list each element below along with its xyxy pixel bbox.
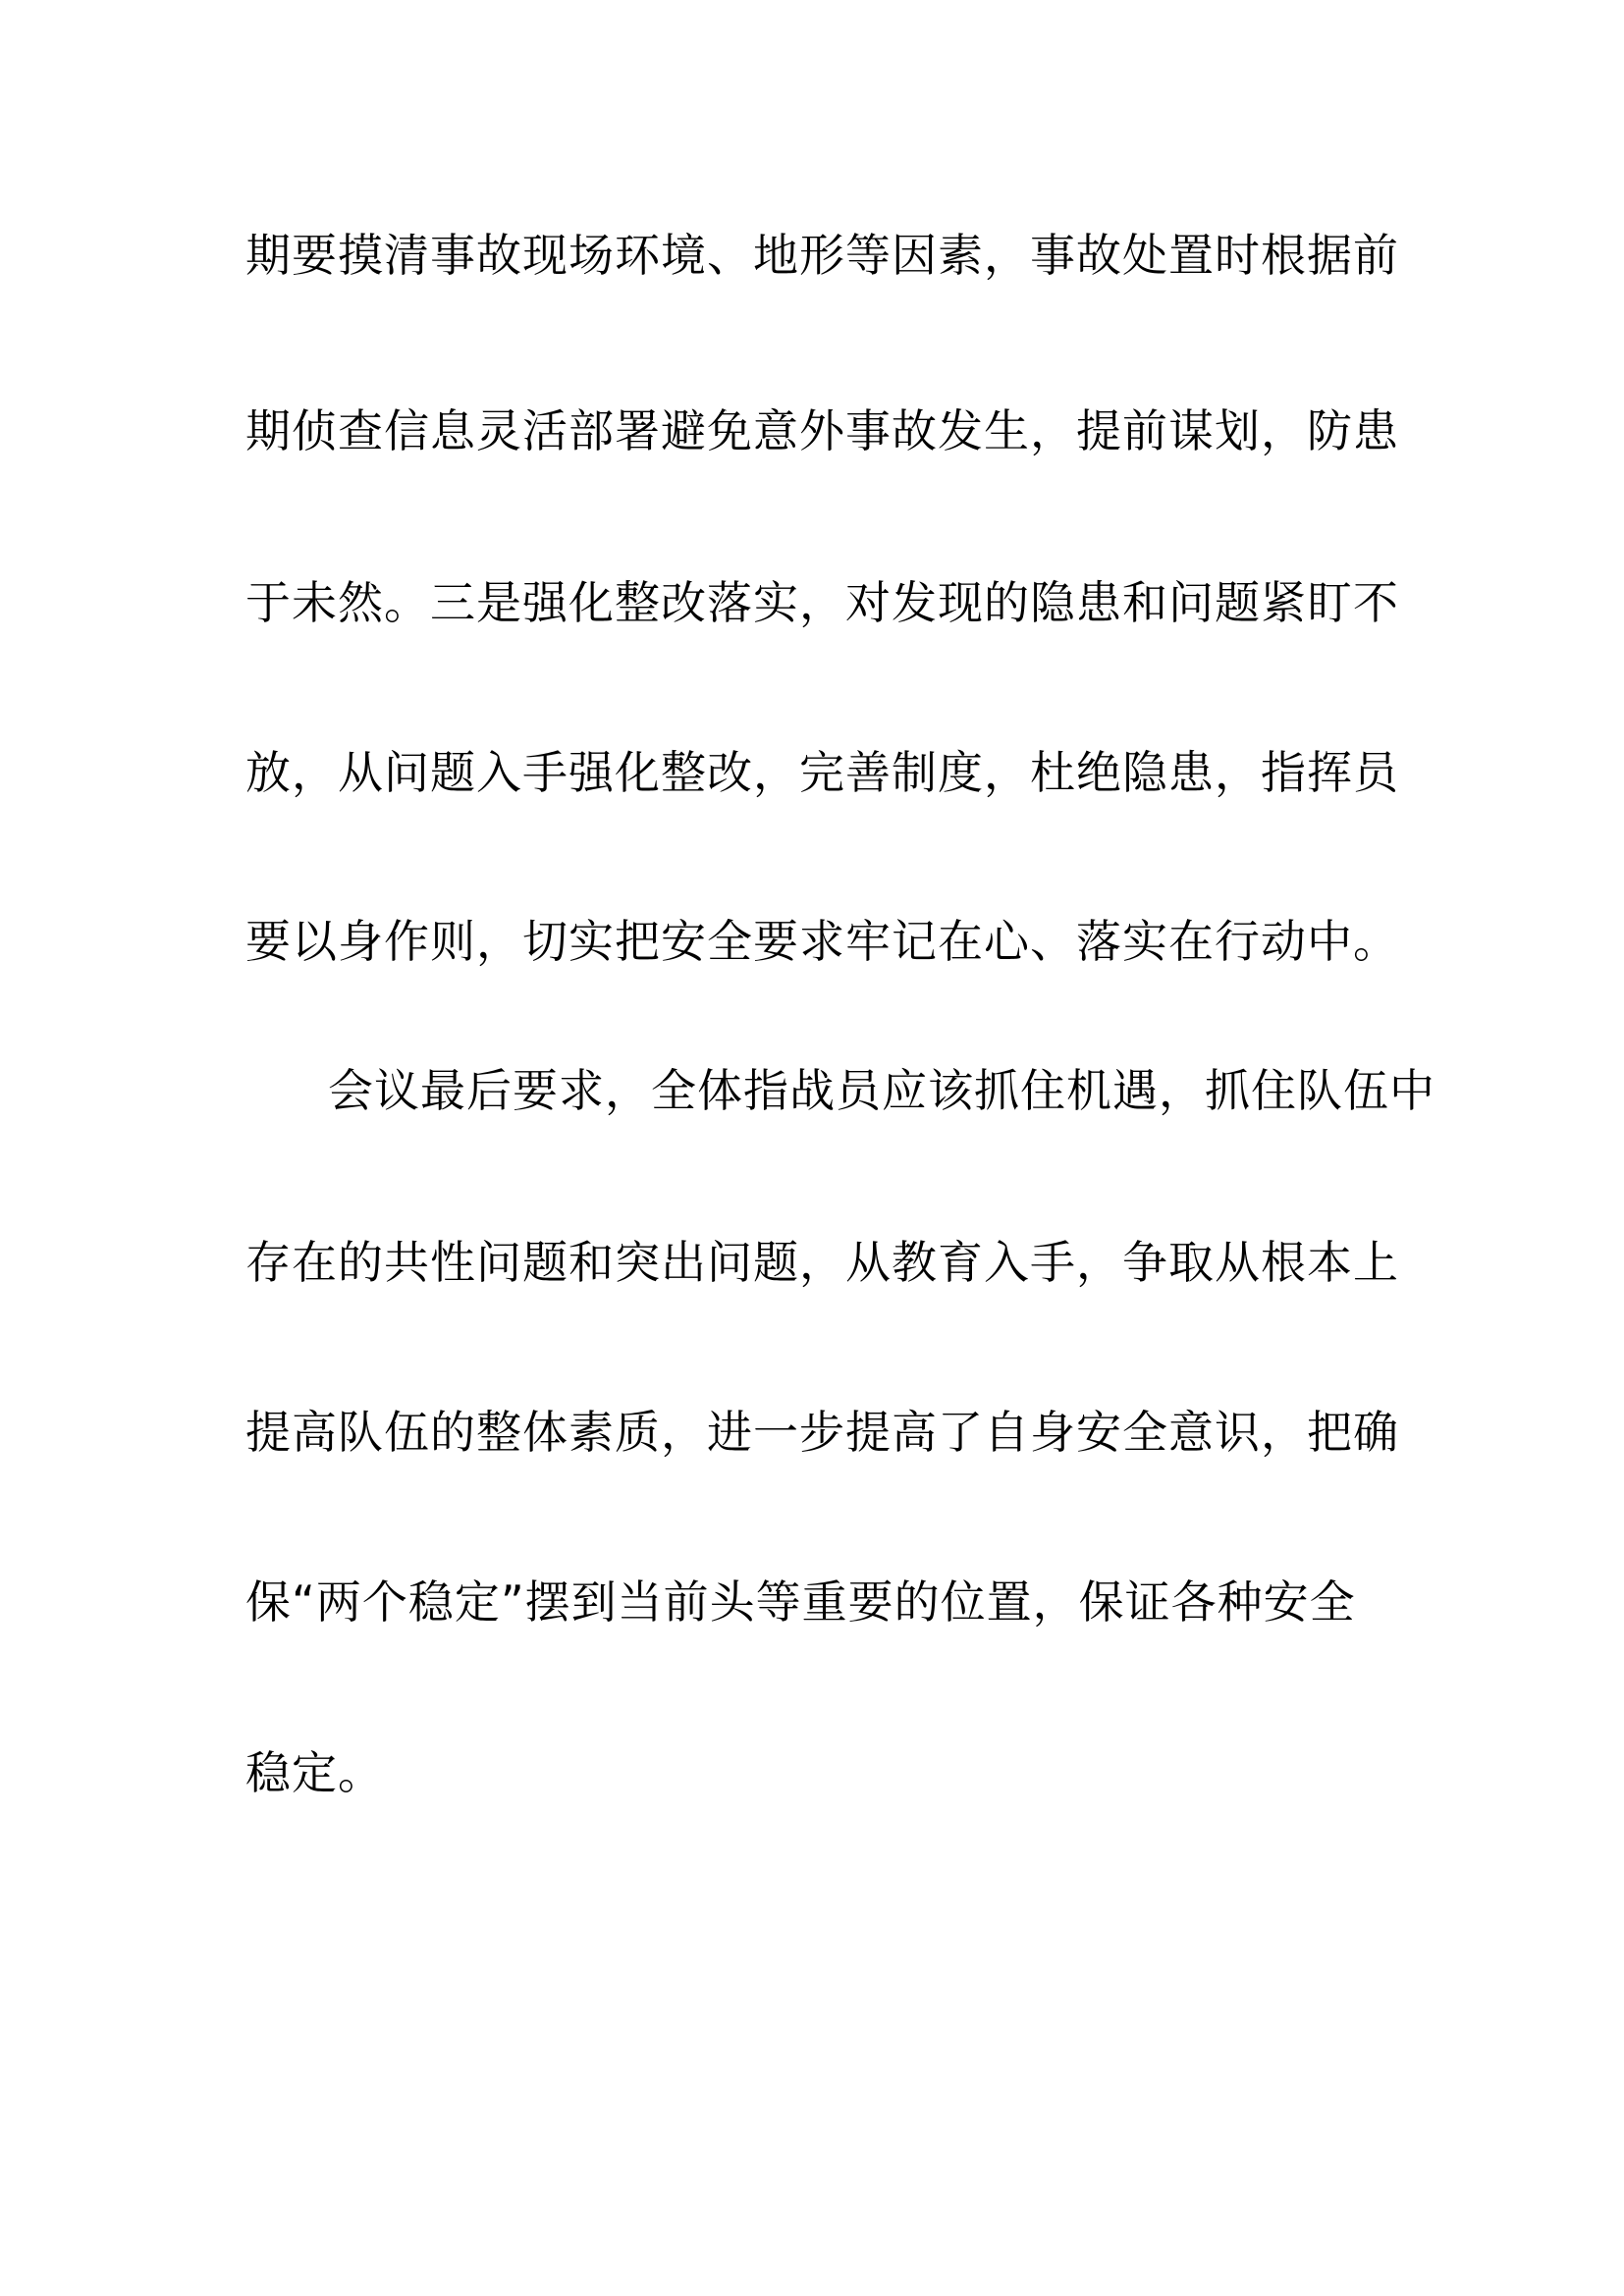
paragraph-first-line: 会议最后要求，全体指战员应该抓住机遇，抓住队伍中 bbox=[328, 1064, 1435, 1117]
text-line: 要以身作则，切实把安全要求牢记在心、落实在行动中。 bbox=[245, 915, 1399, 968]
text-line: 存在的共性问题和突出问题，从教育入手，争取从根本上 bbox=[245, 1236, 1399, 1289]
text-line: 稳定。 bbox=[245, 1746, 384, 1799]
text-line: 放，从问题入手强化整改，完善制度，杜绝隐患，指挥员 bbox=[245, 746, 1399, 799]
text-line: 提高队伍的整体素质，进一步提高了自身安全意识，把确 bbox=[245, 1406, 1399, 1459]
text-line: 于未然。三是强化整改落实，对发现的隐患和问题紧盯不 bbox=[245, 576, 1399, 629]
text-line: 期要摸清事故现场环境、地形等因素，事故处置时根据前 bbox=[245, 229, 1399, 282]
text-line: 保“两个稳定”摆到当前头等重要的位置，保证各种安全 bbox=[245, 1575, 1356, 1629]
text-line: 期侦查信息灵活部署避免意外事故发生，提前谋划，防患 bbox=[245, 404, 1399, 457]
